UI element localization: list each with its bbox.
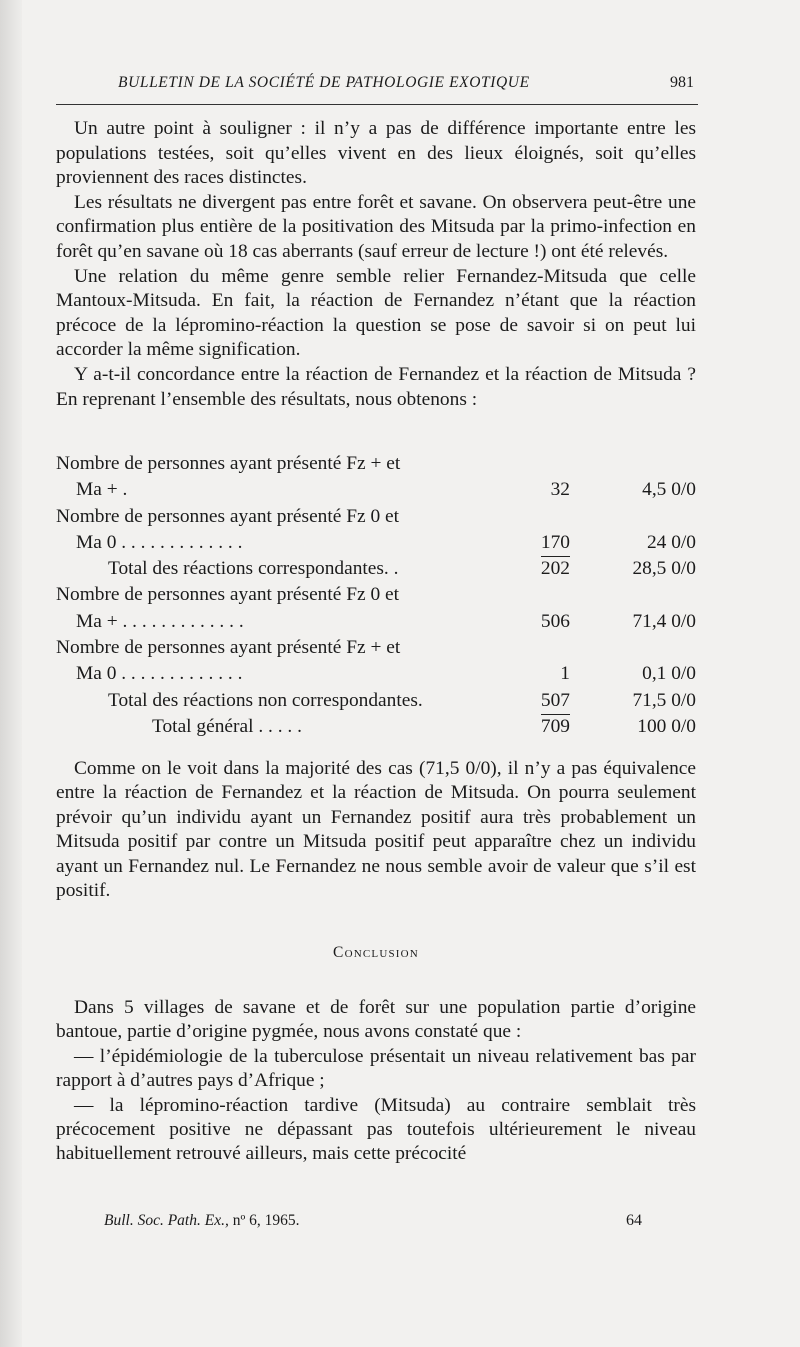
row-percent: 100 0/0 [637,715,696,737]
row-label: Nombre de personnes ayant présenté Fz 0 et [56,584,399,606]
row-label: Nombre de personnes ayant présenté Fz + et [56,637,401,659]
page-footer [104,1212,664,1236]
row-percent: 71,5 0/0 [632,689,696,711]
paragraph: Dans 5 villages de savane et de forêt sur une population partie d’origine bantoue, partie d’origine pygmée, nous avons constaté que : [56,997,696,1043]
page-number: 981 [670,74,694,91]
row-percent: 4,5 0/0 [642,479,696,501]
conclusion-text [56,996,696,1167]
results-table [56,451,698,740]
row-label: Nombre de personnes ayant présenté Fz + et [56,453,401,474]
header-rule [56,104,698,105]
table-row [56,556,698,582]
row-percent: 71,4 0/0 [632,610,696,632]
paragraph: Y a-t-il concordance entre la réaction de Fernandez et la réaction de Mitsuda ? En reprenant l’ensemble des résultats, nous obtenons : [56,363,696,410]
running-head: BULLETIN DE LA SOCIÉTÉ DE PATHOLOGIE EXOTIQUE [118,74,530,91]
row-label: Total général . . . . . [152,715,302,737]
row-label: Total des réactions non correspondantes. [108,689,423,711]
table-row [56,504,698,530]
body-text-before-table [56,117,696,412]
row-label: Ma + . [76,479,128,501]
table-row [56,661,698,687]
row-label: Ma + . . . . . . . . . . . . . [76,610,244,632]
table-row [56,477,698,503]
footer-citation [104,1212,300,1230]
row-label: Total des réactions correspondantes. . [108,558,399,580]
paragraph: Comme on le voit dans la majorité des cas (71,5 0/0), il n’y a pas équivalence entre la réaction de Fernandez et la réaction de Mitsuda. On pourra seulement prévoir qu’un individu ayant un Fernandez positif aura très probablement un Mitsuda positif par contre un Mitsuda positif peut apparaître chez un individu ayant un Fernandez nul. Le Fernandez ne nous semble avoir de valeur que s’il est positif. [56,758,696,902]
signature-number: 64 [626,1212,642,1229]
row-label: Ma 0 . . . . . . . . . . . . . [76,663,243,685]
body-text-after-table [56,757,696,903]
row-count: 506 [540,610,570,632]
row-label: Nombre de personnes ayant présenté Fz 0 et [56,505,399,527]
paragraph: Une relation du même genre semble relier Fernandez-Mitsuda que celle Mantoux-Mitsuda. En fait, la réaction de Fernandez n’étant que la réaction précoce de la lépromino-réaction la question se pose de savoir si on peut lui accorder la même signification. [56,265,696,361]
row-count: 170 [541,530,570,557]
row-count: 507 [541,688,570,715]
row-count: 32 [550,479,570,501]
row-percent: 0,1 0/0 [642,663,696,685]
citation-journal: Bull. Soc. Path. Ex., [104,1212,229,1229]
section-heading: Conclusion [333,944,419,961]
row-percent: 28,5 0/0 [632,558,696,580]
row-percent: 24 0/0 [646,531,696,553]
citation-issue: nº 6, 1965. [232,1212,300,1229]
table-row [56,582,698,608]
table-row [56,451,698,477]
paragraph: Les résultats ne divergent pas entre forêt et savane. On observera peut-être une confirmation plus entière de la positivation des Mitsuda par la primo-infection en forêt qu’en savane où 18 cas aberrants (sauf erreur de lecture !) ont été relevés. [56,191,696,262]
paragraph: — la lépromino-réaction tardive (Mitsuda) au contraire semblait très précocement positive ne dépassant pas toutefois ultérieurement le niveau habituellement retrouvé ailleurs, mais cette précocité [56,1094,696,1165]
page-spine-shadow [0,0,22,1347]
page-header [56,72,696,98]
table-row [56,635,698,661]
row-count: 202 [540,558,570,580]
table-row [56,530,698,556]
row-label: Ma 0 . . . . . . . . . . . . . [76,531,243,553]
row-count: 1 [560,663,570,685]
table-row [56,714,698,740]
paragraph: — l’épidémiologie de la tuberculose présentait un niveau relativement bas par rapport à d’autres pays d’Afrique ; [56,1045,696,1092]
table-row [56,688,698,714]
paragraph: Un autre point à souligner : il n’y a pas de différence importante entre les populations testées, soit qu’elles vivent en des lieux éloignés, soit qu’elles proviennent des races distinctes. [56,118,696,189]
table-row [56,609,698,635]
row-count: 709 [540,715,570,737]
